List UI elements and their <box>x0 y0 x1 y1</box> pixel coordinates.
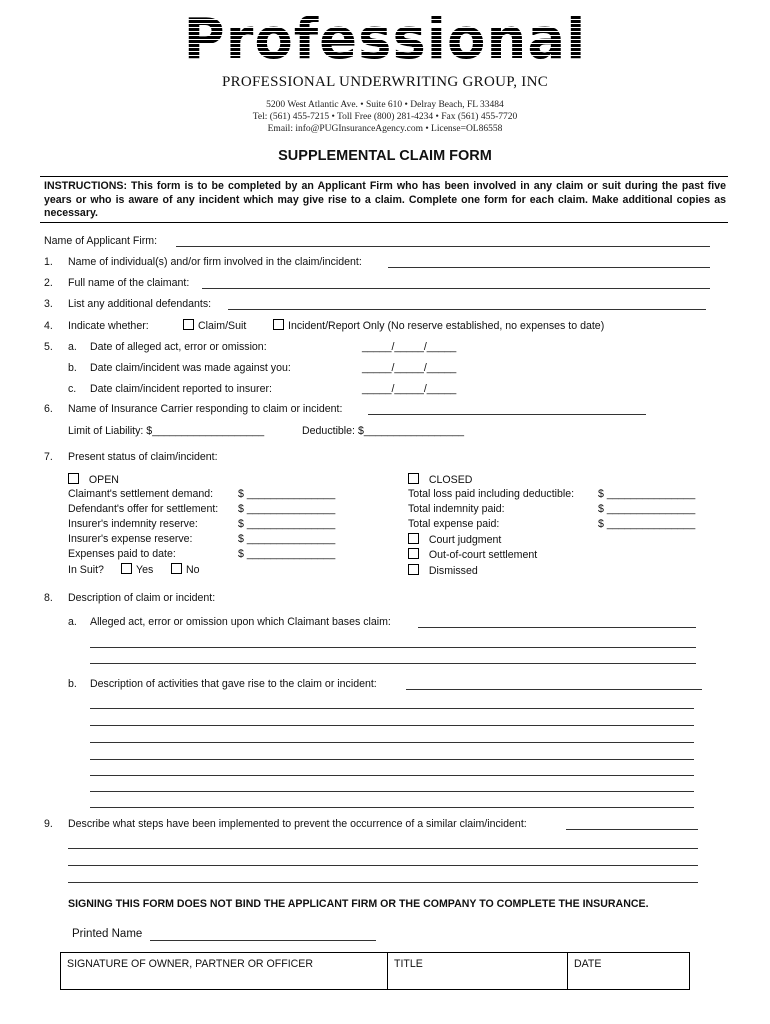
q2-label: Full name of the claimant: <box>68 277 190 289</box>
q8b-line[interactable] <box>90 708 694 709</box>
q5-number: 5. <box>44 341 53 353</box>
q5a-date-field[interactable]: _____/_____/_____ <box>362 341 457 353</box>
indemnity-reserve-field[interactable]: $ _______________ <box>238 518 336 530</box>
q2-field[interactable] <box>202 288 710 289</box>
binding-notice: SIGNING THIS FORM DOES NOT BIND THE APPLICANT FIRM OR THE COMPANY TO COMPLETE THE INSURANCE. <box>68 898 649 910</box>
company-address: 5200 West Atlantic Ave. • Suite 610 • Delray Beach, FL 33484 <box>266 100 504 110</box>
q8a-field[interactable] <box>418 627 696 628</box>
settlement-demand-field[interactable]: $ _______________ <box>238 488 336 500</box>
court-judgment-option[interactable]: Court judgment <box>408 533 501 546</box>
company-phone: Tel: (561) 455-7215 • Toll Free (800) 281-4234 • Fax (561) 455-7720 <box>252 112 518 122</box>
q8a-letter: a. <box>68 616 77 628</box>
dismissed-option[interactable]: Dismissed <box>408 564 478 577</box>
checkbox-dismissed[interactable] <box>408 564 419 575</box>
deductible-field[interactable]: Deductible: $_________________ <box>302 425 464 437</box>
q8b-field[interactable] <box>406 689 702 690</box>
q9-label: Describe what steps have been implemented to prevent the occurrence of a similar claim/incident: <box>68 818 527 830</box>
q8b-line[interactable] <box>90 759 694 760</box>
q5c-date-field[interactable]: _____/_____/_____ <box>362 383 457 395</box>
divider-top <box>40 176 728 177</box>
in-suit-yes-option[interactable]: Yes <box>121 563 153 576</box>
date-label: DATE <box>574 958 602 970</box>
status-open-option[interactable]: OPEN <box>68 473 119 486</box>
q4-claim-suit-option[interactable]: Claim/Suit <box>183 319 246 332</box>
q8b-line[interactable] <box>90 725 694 726</box>
q3-label: List any additional defendants: <box>68 298 212 310</box>
company-logo: Professional <box>0 8 770 72</box>
q8-label: Description of claim or incident: <box>68 592 216 604</box>
left-label-4: Expenses paid to date: <box>68 548 176 560</box>
q5a-letter: a. <box>68 341 77 353</box>
q6-field[interactable] <box>368 414 646 415</box>
signature-label: SIGNATURE OF OWNER, PARTNER OR OFFICER <box>67 958 314 970</box>
q8a-line[interactable] <box>90 663 696 664</box>
q7-number: 7. <box>44 451 53 463</box>
limit-of-liability-field[interactable]: Limit of Liability: $___________________ <box>68 425 265 437</box>
checkbox-out-of-court[interactable] <box>408 548 419 559</box>
right-label-0: Total loss paid including deductible: <box>408 488 575 500</box>
q8a-line[interactable] <box>90 647 696 648</box>
out-of-court-option[interactable]: Out-of-court settlement <box>408 548 537 561</box>
form-title: SUPPLEMENTAL CLAIM FORM <box>278 148 492 164</box>
q8-number: 8. <box>44 592 53 604</box>
instructions-text: INSTRUCTIONS: This form is to be completed by an Applicant Firm who has been involved in any claim or suit during the past five years or who is aware of any incident which may give rise to a claim. Complete one form for each claim. Make additional copies as necessary. <box>44 180 726 219</box>
left-label-3: Insurer's expense reserve: <box>68 533 193 545</box>
q1-number: 1. <box>44 256 53 268</box>
q8b-line[interactable] <box>90 791 694 792</box>
status-closed-option[interactable]: CLOSED <box>408 473 472 486</box>
checkbox-open[interactable] <box>68 473 79 484</box>
left-label-0: Claimant's settlement demand: <box>68 488 214 500</box>
q1-label: Name of individual(s) and/or firm involved in the claim/incident: <box>68 256 362 268</box>
q9-line[interactable] <box>68 865 698 866</box>
q4-label: Indicate whether: <box>68 320 149 332</box>
company-name: PROFESSIONAL UNDERWRITING GROUP, INC <box>221 74 549 90</box>
printed-name-label: Printed Name <box>72 928 143 940</box>
q8b-line[interactable] <box>90 775 694 776</box>
checkbox-yes[interactable] <box>121 563 132 574</box>
q2-number: 2. <box>44 277 53 289</box>
printed-name-field[interactable] <box>150 940 376 941</box>
right-label-1: Total indemnity paid: <box>408 503 505 515</box>
q8b-line[interactable] <box>90 742 694 743</box>
q9-number: 9. <box>44 818 53 830</box>
signature-table <box>60 952 690 990</box>
checkbox-court-judgment[interactable] <box>408 533 419 544</box>
right-label-2: Total expense paid: <box>408 518 500 530</box>
q8b-label: Description of activities that gave rise to the claim or incident: <box>90 678 377 690</box>
signature-cell[interactable] <box>61 953 387 989</box>
total-indemnity-paid-field[interactable]: $ _______________ <box>598 503 696 515</box>
checkbox-no[interactable] <box>171 563 182 574</box>
title-cell[interactable] <box>387 953 567 989</box>
total-loss-paid-field[interactable]: $ _______________ <box>598 488 696 500</box>
q8b-letter: b. <box>68 678 77 690</box>
total-expense-paid-field[interactable]: $ _______________ <box>598 518 696 530</box>
q5b-label: Date claim/incident was made against you: <box>90 362 291 374</box>
q5c-label: Date claim/incident reported to insurer: <box>90 383 272 395</box>
q9-line[interactable] <box>68 882 698 883</box>
q6-number: 6. <box>44 403 53 415</box>
applicant-firm-label: Name of Applicant Firm: <box>44 235 158 247</box>
q5b-letter: b. <box>68 362 77 374</box>
q1-field[interactable] <box>388 267 710 268</box>
q3-field[interactable] <box>228 309 706 310</box>
company-email: Email: info@PUGInsuranceAgency.com • License=OL86558 <box>267 124 503 134</box>
in-suit-label: In Suit? <box>68 564 104 576</box>
expenses-paid-field[interactable]: $ _______________ <box>238 548 336 560</box>
checkbox-claim-suit[interactable] <box>183 319 194 330</box>
settlement-offer-field[interactable]: $ _______________ <box>238 503 336 515</box>
q4-incident-option[interactable]: Incident/Report Only (No reserve established, no expenses to date) <box>273 319 604 332</box>
left-label-2: Insurer's indemnity reserve: <box>68 518 198 530</box>
q5a-label: Date of alleged act, error or omission: <box>90 341 267 353</box>
q3-number: 3. <box>44 298 53 310</box>
applicant-firm-field[interactable] <box>176 246 710 247</box>
q9-field[interactable] <box>566 829 698 830</box>
date-cell[interactable] <box>567 953 689 989</box>
checkbox-incident-report[interactable] <box>273 319 284 330</box>
expense-reserve-field[interactable]: $ _______________ <box>238 533 336 545</box>
q8a-label: Alleged act, error or omission upon which Claimant bases claim: <box>90 616 391 628</box>
q5b-date-field[interactable]: _____/_____/_____ <box>362 362 457 374</box>
q7-label: Present status of claim/incident: <box>68 451 218 463</box>
q8b-line[interactable] <box>90 807 694 808</box>
in-suit-no-option[interactable]: No <box>171 563 200 576</box>
divider-bottom <box>40 222 728 223</box>
checkbox-closed[interactable] <box>408 473 419 484</box>
left-label-1: Defendant's offer for settlement: <box>68 503 219 515</box>
title-label: TITLE <box>394 958 423 970</box>
q9-line[interactable] <box>68 848 698 849</box>
q6-label: Name of Insurance Carrier responding to claim or incident: <box>68 403 343 415</box>
q4-number: 4. <box>44 320 53 332</box>
q5c-letter: c. <box>68 383 77 395</box>
